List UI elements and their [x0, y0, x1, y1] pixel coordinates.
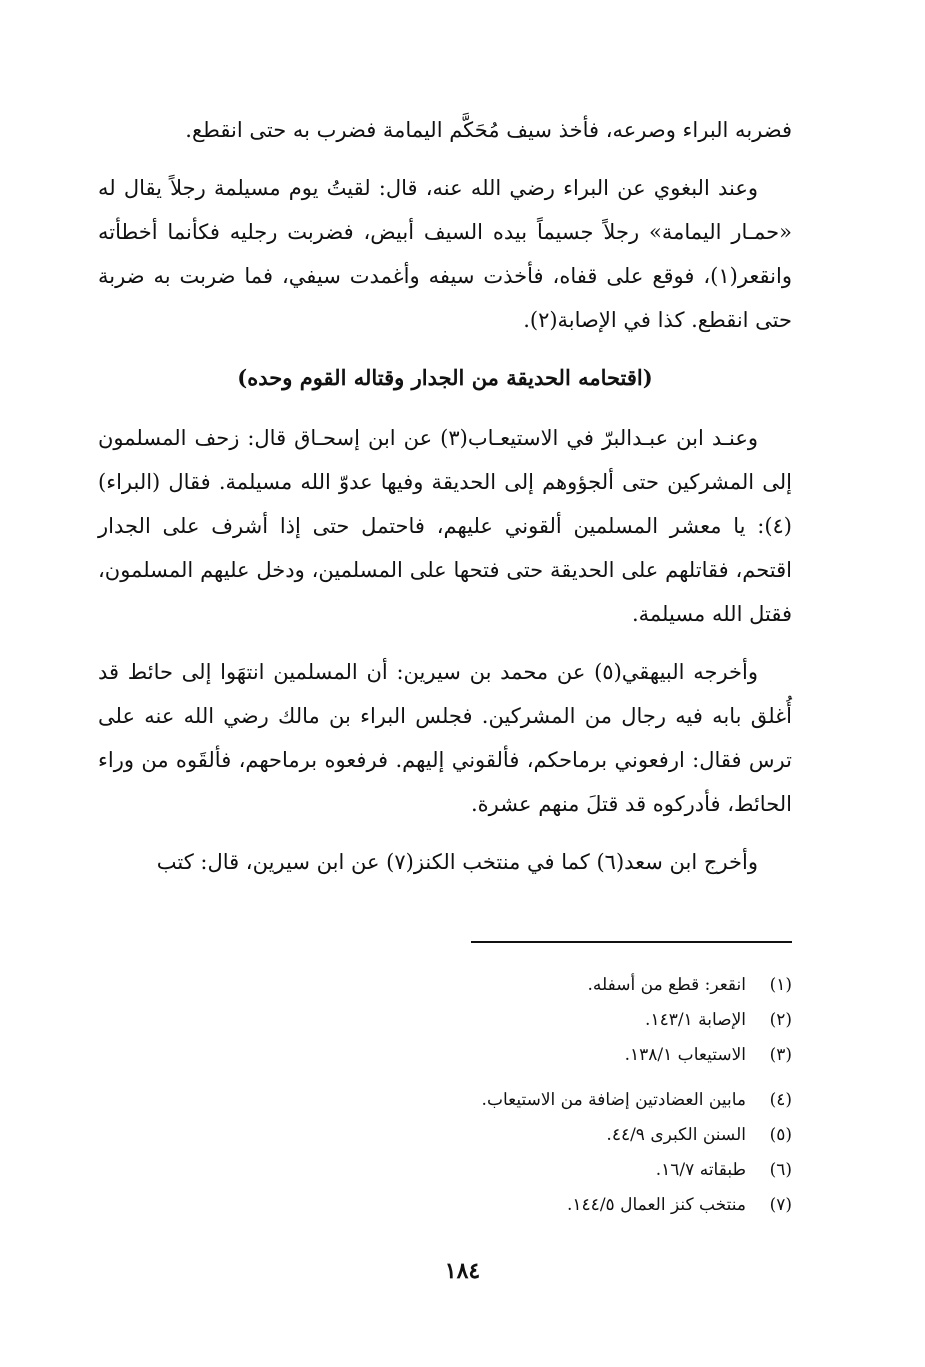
- paragraph-5: وأخرج ابن سعد(٦) كما في منتخب الكنز(٧) عن ابن سيرين، قال: كتب: [156, 850, 758, 874]
- footnote-number: (٤): [769, 1090, 792, 1110]
- footnote-1: [98, 968, 792, 1003]
- footnote-number: (٦): [769, 1160, 792, 1180]
- footnote-text: الاستيعاب ١٣٨/١.: [624, 1045, 746, 1065]
- footnote-4: [98, 1083, 792, 1118]
- paragraph-1: فضربه البراء وصرعه، فأخذ سيف مُحَكَّم اليمامة فضرب به حتى انقطع.: [185, 118, 792, 142]
- footnote-number: (٢): [769, 1010, 792, 1030]
- footnote-text: منتخب كنز العمال ١٤٤/٥.: [567, 1195, 746, 1215]
- footnote-gap: [98, 1073, 792, 1083]
- footnote-text: مابين العضادتين إضافة من الاستيعاب.: [481, 1090, 746, 1110]
- footnote-text: السنن الكبرى ٤٤/٩.: [606, 1125, 746, 1145]
- footnote-5: [98, 1118, 792, 1153]
- footnote-3: [98, 1038, 792, 1073]
- footnotes: [98, 968, 792, 1223]
- paragraph-2: وعند البغوي عن البراء رضي الله عنه، قال: لقيتُ يوم مسيلمة رجلاً يقال له «حمـار اليمامة» رجلاً جسيماً بيده السيف أبيض، فضربت رجليه فكأنما أخطأته وانقعر(١)، فوقع على قفاه، فأخذت سيفه وأغمدت سيفي، فما ضربت به ضربة حتى انقطع. كذا في الإصابة(٢).: [98, 176, 792, 332]
- footnote-number: (٧): [769, 1195, 792, 1215]
- footnote-number: (١): [769, 975, 792, 995]
- paragraph-4: وأخرجه البيهقي(٥) عن محمد بن سيرين: أن المسلمين انتهَوا إلى حائط قد أُغلق بابه فيه رجال من المشركين. فجلس البراء بن مالك رضي الله عنه على ترس فقال: ارفعوني برماحكم، فألقوني إليهم. فرفعوه برماحهم، فألقَوه من وراء الحائط، فأدركوه قد قتلَ منهم عشرة.: [98, 660, 792, 816]
- main-text: [98, 108, 792, 898]
- footnote-separator: [471, 941, 792, 943]
- footnote-6: [98, 1153, 792, 1188]
- footnote-text: طبقاته ١٦/٧.: [655, 1160, 746, 1180]
- footnote-number: (٣): [769, 1045, 792, 1065]
- footnote-text: الإصابة ١٤٣/١.: [645, 1010, 746, 1030]
- section-heading: (اقتحامه الحديقة من الجدار وقتاله القوم وحده): [237, 365, 653, 390]
- footnote-text: انقعر: قطع من أسفله.: [587, 975, 746, 995]
- footnote-7: [98, 1188, 792, 1223]
- footnote-2: [98, 1003, 792, 1038]
- page-number: ١٨٤: [444, 1258, 481, 1284]
- footnote-number: (٥): [769, 1125, 792, 1145]
- paragraph-3: وعنـد ابن عبـدالبرّ في الاستيعـاب(٣) عن ابن إسحـاق قال: زحف المسلمون إلى المشركين حتى ألجؤوهم إلى الحديقة وفيها عدوّ الله مسيلمة. فقال (البراء)(٤): يا معشر المسلمين ألقوني عليهم، فاحتمل حتى إذا أشرف على الجدار اقتحم، فقاتلهم على الحديقة حتى فتحها على المسلمين، ودخل عليهم المسلمون، فقتل الله مسيلمة.: [98, 426, 792, 626]
